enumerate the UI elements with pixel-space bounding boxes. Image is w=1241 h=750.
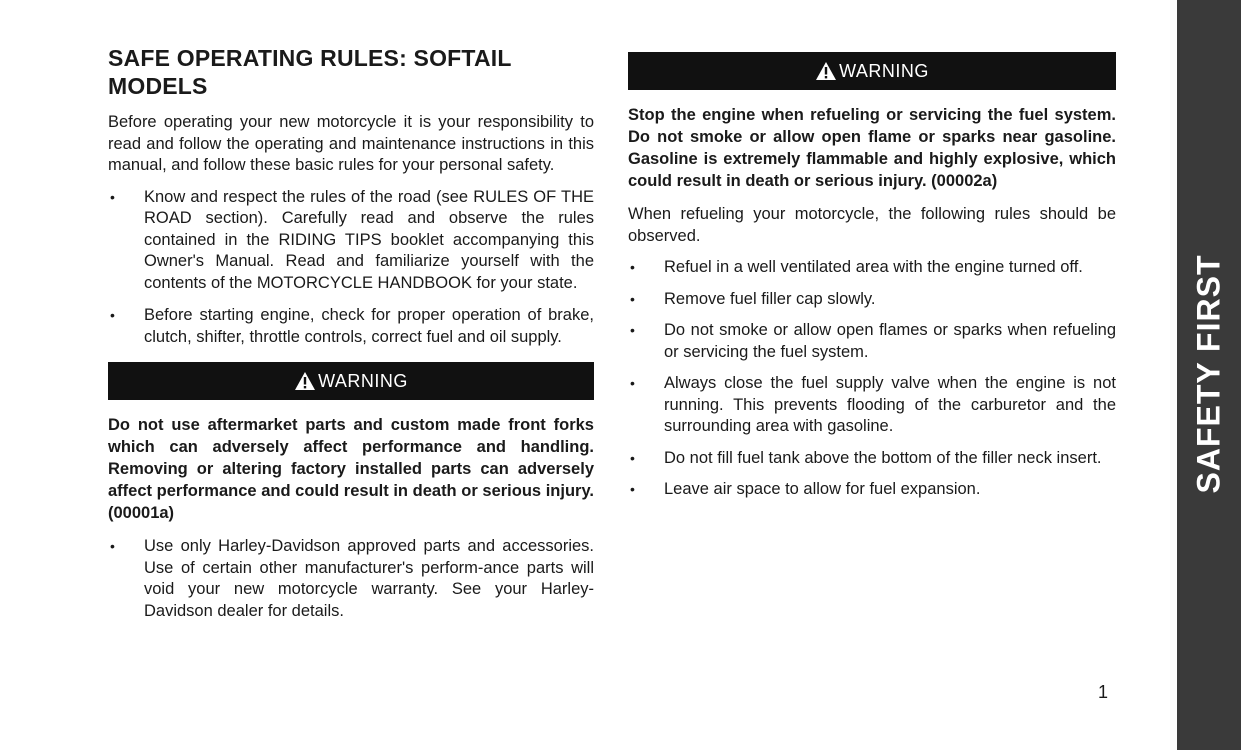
section-side-tab (1177, 0, 1241, 750)
list-item (628, 448, 1116, 470)
list-item (628, 320, 1116, 363)
safety-rules-list (108, 187, 594, 349)
bullet-icon: • (110, 538, 115, 554)
warning-banner (108, 362, 594, 400)
list-item-text: Always close the fuel supply valve when the engine is not running. This prevents flooding of the carburetor and the surrounding area with gasoline. (664, 374, 1116, 435)
list-item-text: Refuel in a well ventilated area with the engine turned off. (664, 258, 1083, 276)
list-item-text: Do not smoke or allow open flames or sparks when refueling or servicing the fuel system. (664, 321, 1116, 361)
list-item (628, 289, 1116, 311)
list-item-text: Use only Harley-Davidson approved parts and accessories. Use of certain other manufacturer's perform-ance parts will void your new motorcycle warranty. See your Harley-Davidson dealer for details. (144, 537, 594, 620)
bullet-icon: • (630, 481, 635, 497)
list-item (628, 373, 1116, 438)
refuel-intro: When refueling your motorcycle, the following rules should be observed. (628, 205, 1116, 245)
bullet-icon: • (630, 449, 635, 466)
bullet-icon: • (630, 259, 635, 275)
side-tab-label: SAFETY FIRST (1190, 254, 1227, 494)
list-item-text: Do not fill fuel tank above the bottom of the filler neck insert. (664, 448, 1102, 467)
warning-label: WARNING (839, 60, 929, 81)
intro-paragraph: Before operating your new motorcycle it is your responsibility to read and follow the operating and maintenance instructions in this manual, and follow these basic rules for your personal safety. (108, 113, 594, 174)
list-item-text: Leave air space to allow for fuel expansion. (664, 480, 981, 498)
right-column (628, 52, 1116, 511)
warning-triangle-icon (294, 371, 316, 391)
list-item (628, 479, 1116, 501)
bullet-icon: • (630, 375, 635, 391)
bullet-icon: • (630, 290, 635, 307)
warning-triangle-icon (815, 61, 837, 81)
parts-rules-list (108, 536, 594, 622)
bullet-icon: • (630, 322, 635, 338)
warning-banner (628, 52, 1116, 90)
list-item-text: Know and respect the rules of the road (see RULES OF THE ROAD section). Carefully read and observe the rules contained in the RIDING TIPS booklet accompanying this Owner's Manual. Read and familiarize yourself with the contents of the MOTORCYCLE HANDBOOK for your state. (144, 187, 594, 292)
left-column (108, 44, 594, 633)
page-number: 1 (1098, 682, 1109, 702)
list-item (108, 305, 594, 348)
warning-message: Do not use aftermarket parts and custom made front forks which can adversely affect performance and handling. Removing or altering factory installed parts can adversely affect performance and could result in death or serious injury. (00001a) (108, 416, 594, 522)
bullet-icon: • (110, 188, 115, 205)
list-item (628, 257, 1116, 279)
warning-label: WARNING (318, 370, 408, 391)
refuel-rules-list (628, 257, 1116, 501)
list-item (108, 536, 594, 622)
bullet-icon: • (110, 307, 115, 323)
list-item-text: Remove fuel filler cap slowly. (664, 289, 876, 308)
page-title: SAFE OPERATING RULES: SOFTAIL MODELS (108, 45, 512, 99)
warning-message: Stop the engine when refueling or servicing the fuel system. Do not smoke or allow open flame or sparks near gasoline. Gasoline is extremely flammable and highly explosive, which could result in death or serious injury. (00002a) (628, 106, 1116, 190)
list-item-text: Before starting engine, check for proper operation of brake, clutch, shifter, throttle controls, correct fuel and oil supply. (144, 306, 594, 346)
list-item (108, 187, 594, 295)
